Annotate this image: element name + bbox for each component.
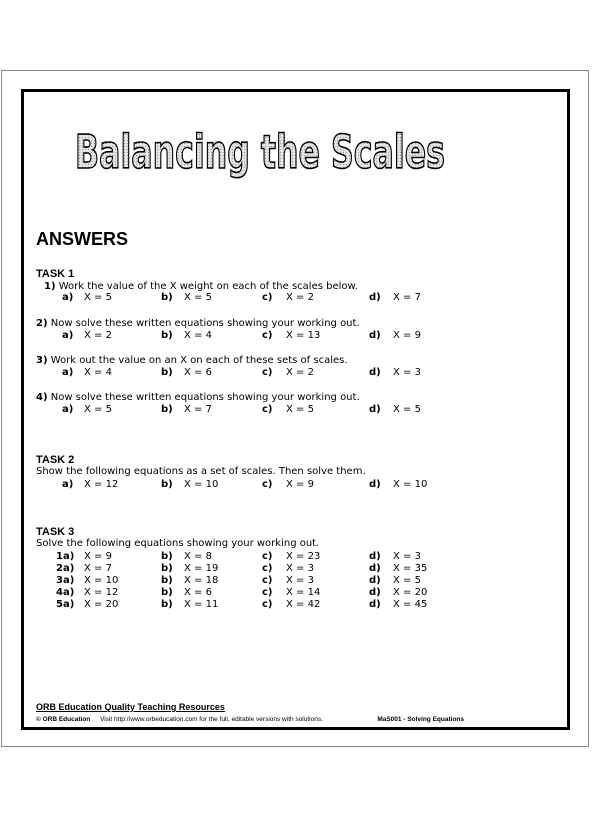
task1-q2-answers [0,330,600,342]
task1-q4-answers [0,404,600,416]
answer-value: X = 20 [393,587,428,598]
question-text: Work the value of the X weight on each of the scales below. [58,281,358,292]
task1-heading: TASK 1 [36,268,75,280]
answer-value: X = 14 [286,587,321,598]
footer-copyright: © ORB Education [36,716,91,723]
answer-label: d) [369,479,381,490]
answer-value: X = 2 [286,292,314,303]
answer-label: 2a) [56,563,75,574]
answer-label: c) [262,367,273,378]
answer-value: X = 9 [84,551,112,562]
task3-instructions: Solve the following equations showing your working out. [36,538,320,549]
answer-label: c) [262,587,273,598]
answer-label: c) [262,575,273,586]
worksheet-title-text: Balancing the Scales [75,125,445,179]
answer-value: X = 9 [393,330,421,341]
answer-value: X = 5 [84,292,112,303]
answer-label: 1a) [56,551,75,562]
answer-label: a) [62,367,74,378]
worksheet-title [60,118,460,188]
task1-q3-text [36,355,348,366]
answer-value: X = 13 [286,330,321,341]
answer-label: d) [369,599,381,610]
task3-heading: TASK 3 [36,526,75,538]
answer-label: b) [161,330,173,341]
task2-answers [0,479,600,491]
answer-label: b) [161,479,173,490]
question-number: 3) [36,355,48,366]
task1-q1-text [44,281,358,292]
question-text: Now solve these written equations showing your working out. [50,318,360,329]
answer-label: b) [161,292,173,303]
answer-value: X = 12 [84,587,119,598]
answer-value: X = 7 [393,292,421,303]
answer-value: X = 19 [184,563,219,574]
answer-label: b) [161,575,173,586]
answer-value: X = 6 [184,587,212,598]
answers-heading: ANSWERS [36,229,129,249]
footer-resource-code: MaS001 - Solving Equations [377,716,464,723]
answer-label: a) [62,330,74,341]
answer-value: X = 10 [84,575,119,586]
answer-label: c) [262,599,273,610]
answer-label: d) [369,587,381,598]
footer-line [36,716,464,723]
answer-label: b) [161,587,173,598]
task3-row-4 [0,587,600,599]
answer-label: b) [161,551,173,562]
footer-title: ORB Education Quality Teaching Resources [36,702,225,712]
answer-label: c) [262,479,273,490]
answer-label: d) [369,404,381,415]
answer-value: X = 18 [184,575,219,586]
question-number: 4) [36,392,48,403]
answer-label: c) [262,563,273,574]
question-number: 1) [44,281,56,292]
task3-row-3 [0,575,600,587]
answer-label: b) [161,404,173,415]
answer-label: b) [161,563,173,574]
answer-value: X = 7 [184,404,212,415]
task1-q4-text [36,392,360,403]
task2-instructions: Show the following equations as a set of scales. Then solve them. [36,466,366,477]
answer-label: d) [369,551,381,562]
answer-value: X = 20 [84,599,119,610]
answer-value: X = 2 [286,367,314,378]
answer-value: X = 11 [184,599,219,610]
answer-value: X = 5 [286,404,314,415]
answer-value: X = 4 [184,330,212,341]
answer-value: X = 3 [393,551,421,562]
answer-value: X = 10 [393,479,428,490]
answer-value: X = 35 [393,563,428,574]
answer-label: 5a) [56,599,75,610]
task3-row-1 [0,551,600,563]
question-text: Work out the value on an X on each of these sets of scales. [50,355,348,366]
answer-label: d) [369,330,381,341]
answer-value: X = 7 [84,563,112,574]
answer-value: X = 5 [393,404,421,415]
answer-value: X = 5 [84,404,112,415]
task2-heading: TASK 2 [36,454,75,466]
answer-value: X = 23 [286,551,321,562]
answer-label: c) [262,292,273,303]
answer-label: d) [369,563,381,574]
answer-value: X = 4 [84,367,112,378]
answer-label: a) [62,404,74,415]
answer-value: X = 10 [184,479,219,490]
answer-value: X = 2 [84,330,112,341]
answer-label: 3a) [56,575,75,586]
task1-q2-text [36,318,360,329]
answer-label: b) [161,599,173,610]
answer-value: X = 9 [286,479,314,490]
answer-value: X = 45 [393,599,428,610]
answer-label: c) [262,330,273,341]
answer-value: X = 3 [286,575,314,586]
answer-label: d) [369,367,381,378]
answer-label: d) [369,575,381,586]
answer-label: a) [62,479,74,490]
task3-row-2 [0,563,600,575]
answer-value: X = 6 [184,367,212,378]
task1-q1-answers [0,292,600,304]
answer-value: X = 5 [184,292,212,303]
answer-label: 4a) [56,587,75,598]
answer-label: a) [62,292,74,303]
answer-value: X = 5 [393,575,421,586]
task1-q3-answers [0,367,600,379]
question-text: Now solve these written equations showing your working out. [50,392,360,403]
answer-label: d) [369,292,381,303]
answer-label: c) [262,551,273,562]
answer-value: X = 3 [393,367,421,378]
answer-label: b) [161,367,173,378]
answer-value: X = 42 [286,599,321,610]
answer-label: c) [262,404,273,415]
answer-value: X = 8 [184,551,212,562]
footer-visit-link[interactable]: Visit http://www.orbeducation.com for the full, editable versions with solutions. [100,716,323,723]
question-number: 2) [36,318,48,329]
answer-value: X = 12 [84,479,119,490]
answer-value: X = 3 [286,563,314,574]
task3-row-5 [0,599,600,611]
